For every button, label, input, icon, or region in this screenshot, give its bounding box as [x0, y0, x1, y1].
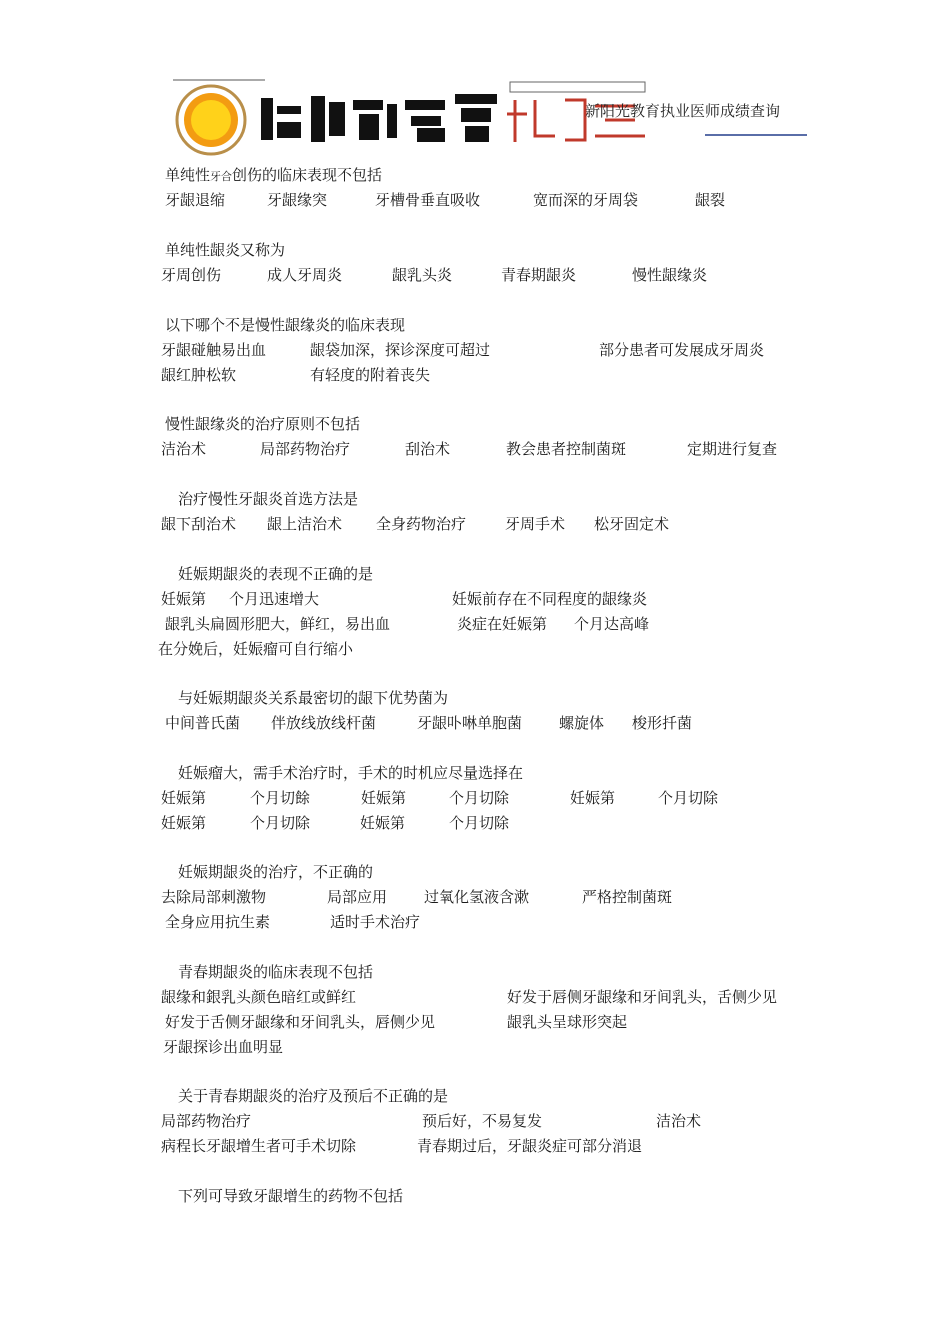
option: 龈袋加深，探诊深度可超过 [310, 341, 491, 359]
option: 洁治术 [161, 440, 207, 458]
question-stem: 单纯性龈炎又称为 [165, 241, 286, 259]
option: 慢性龈缘炎 [632, 266, 708, 284]
option: 妊娠第 [570, 789, 616, 807]
option: 局部应用 [327, 888, 388, 906]
option: 个月切除 [449, 789, 510, 807]
option: 青春期龈炎 [501, 266, 577, 284]
option: 局部药物治疗 [260, 440, 351, 458]
option: 个月切餘 [250, 789, 311, 807]
option: 洁治术 [656, 1112, 702, 1130]
option: 青春期过后，牙龈炎症可部分消退 [417, 1137, 643, 1155]
option: 有轻度的附着丧失 [310, 366, 431, 384]
option: 定期进行复查 [687, 440, 778, 458]
option: 牙槽骨垂直吸收 [375, 191, 481, 209]
option: 炎症在妊娠第 [457, 615, 548, 633]
option: 成人牙周炎 [267, 266, 343, 284]
option: 部分患者可发展成牙周炎 [599, 341, 765, 359]
option: 牙龈探诊出血明显 [163, 1038, 284, 1056]
question-stem: 关于青春期龈炎的治疗及预后不正确的是 [178, 1087, 449, 1105]
question-stem: 妊娠瘤大，需手术治疗时，手术的时机应尽量选择在 [178, 764, 524, 782]
option: 妊娠第 [361, 789, 407, 807]
option: 刮治术 [405, 440, 451, 458]
option: 过氧化氢液含漱 [424, 888, 530, 906]
option: 牙周手术 [505, 515, 566, 533]
option: 伴放线放线杆菌 [271, 714, 377, 732]
option: 梭形扦菌 [632, 714, 693, 732]
question-stem: 以下哪个不是慢性龈缘炎的临床表现 [165, 316, 406, 334]
question-stem: 妊娠期龈炎的治疗，不正确的 [178, 863, 374, 881]
option: 个月切除 [658, 789, 719, 807]
option: 牙龈退缩 [165, 191, 226, 209]
option: 个月切除 [250, 814, 311, 832]
question-stem [165, 165, 382, 187]
option: 宽而深的牙周袋 [533, 191, 639, 209]
option: 牙周创伤 [161, 266, 222, 284]
option: 好发于唇侧牙龈缘和牙间乳头，舌侧少见 [507, 988, 778, 1006]
option: 龈上洁治术 [267, 515, 343, 533]
option: 适时手术治疗 [330, 913, 421, 931]
option: 个月切除 [449, 814, 510, 832]
option: 牙龈卟啉单胞菌 [417, 714, 523, 732]
option: 严格控制菌斑 [582, 888, 673, 906]
option: 全身应用抗生素 [165, 913, 271, 931]
option: 龈下刮治术 [161, 515, 237, 533]
option: 好发于舌侧牙龈缘和牙间乳头，唇侧少见 [165, 1013, 436, 1031]
option: 妊娠第 [161, 789, 207, 807]
option: 龈乳头炎 [392, 266, 453, 284]
question-stem: 与妊娠期龈炎关系最密切的龈下优势菌为 [178, 689, 449, 707]
option: 龈缘和銀乳头颜色暗红或鲜红 [161, 988, 357, 1006]
question-stem: 慢性龈缘炎的治疗原则不包括 [165, 415, 361, 433]
option: 妊娠前存在不同程度的龈缘炎 [452, 590, 648, 608]
header-title: 新阳光教育执业医师成绩查询 [585, 102, 781, 120]
option: 妊娠第 [360, 814, 406, 832]
stem-text: 单纯性 [165, 166, 211, 184]
option: 龈裂 [695, 191, 726, 209]
option: 螺旋体 [559, 714, 605, 732]
option: 龈红肿松软 [161, 366, 237, 384]
option: 在分娩后，妊娠瘤可自行缩小 [158, 640, 354, 658]
option: 妊娠第 [161, 590, 207, 608]
question-stem: 下列可导致牙龈增生的药物不包括 [178, 1187, 404, 1205]
stem-text-small: 牙合 [210, 170, 233, 183]
option: 龈乳头扁圆形肥大，鲜红，易出血 [165, 615, 391, 633]
option: 牙龈缘突 [267, 191, 328, 209]
question-stem: 治疗慢性牙龈炎首选方法是 [178, 490, 359, 508]
option: 去除局部刺激物 [161, 888, 267, 906]
option: 龈乳头呈球形突起 [507, 1013, 628, 1031]
option: 个月迅速增大 [229, 590, 320, 608]
option: 松牙固定术 [594, 515, 670, 533]
option: 教会患者控制菌斑 [506, 440, 627, 458]
option: 全身药物治疗 [376, 515, 467, 533]
option: 中间普氏菌 [165, 714, 241, 732]
option: 妊娠第 [161, 814, 207, 832]
option: 预后好，不易复发 [422, 1112, 543, 1130]
question-stem: 妊娠期龈炎的表现不正确的是 [178, 565, 374, 583]
question-stem: 青春期龈炎的临床表现不包括 [178, 963, 374, 981]
option: 局部药物治疗 [161, 1112, 252, 1130]
option: 个月达高峰 [574, 615, 650, 633]
option: 病程长牙龈增生者可手术切除 [161, 1137, 357, 1155]
stem-text: 创伤的临床表现不包括 [232, 166, 383, 184]
option: 牙龈碰触易出血 [161, 341, 267, 359]
